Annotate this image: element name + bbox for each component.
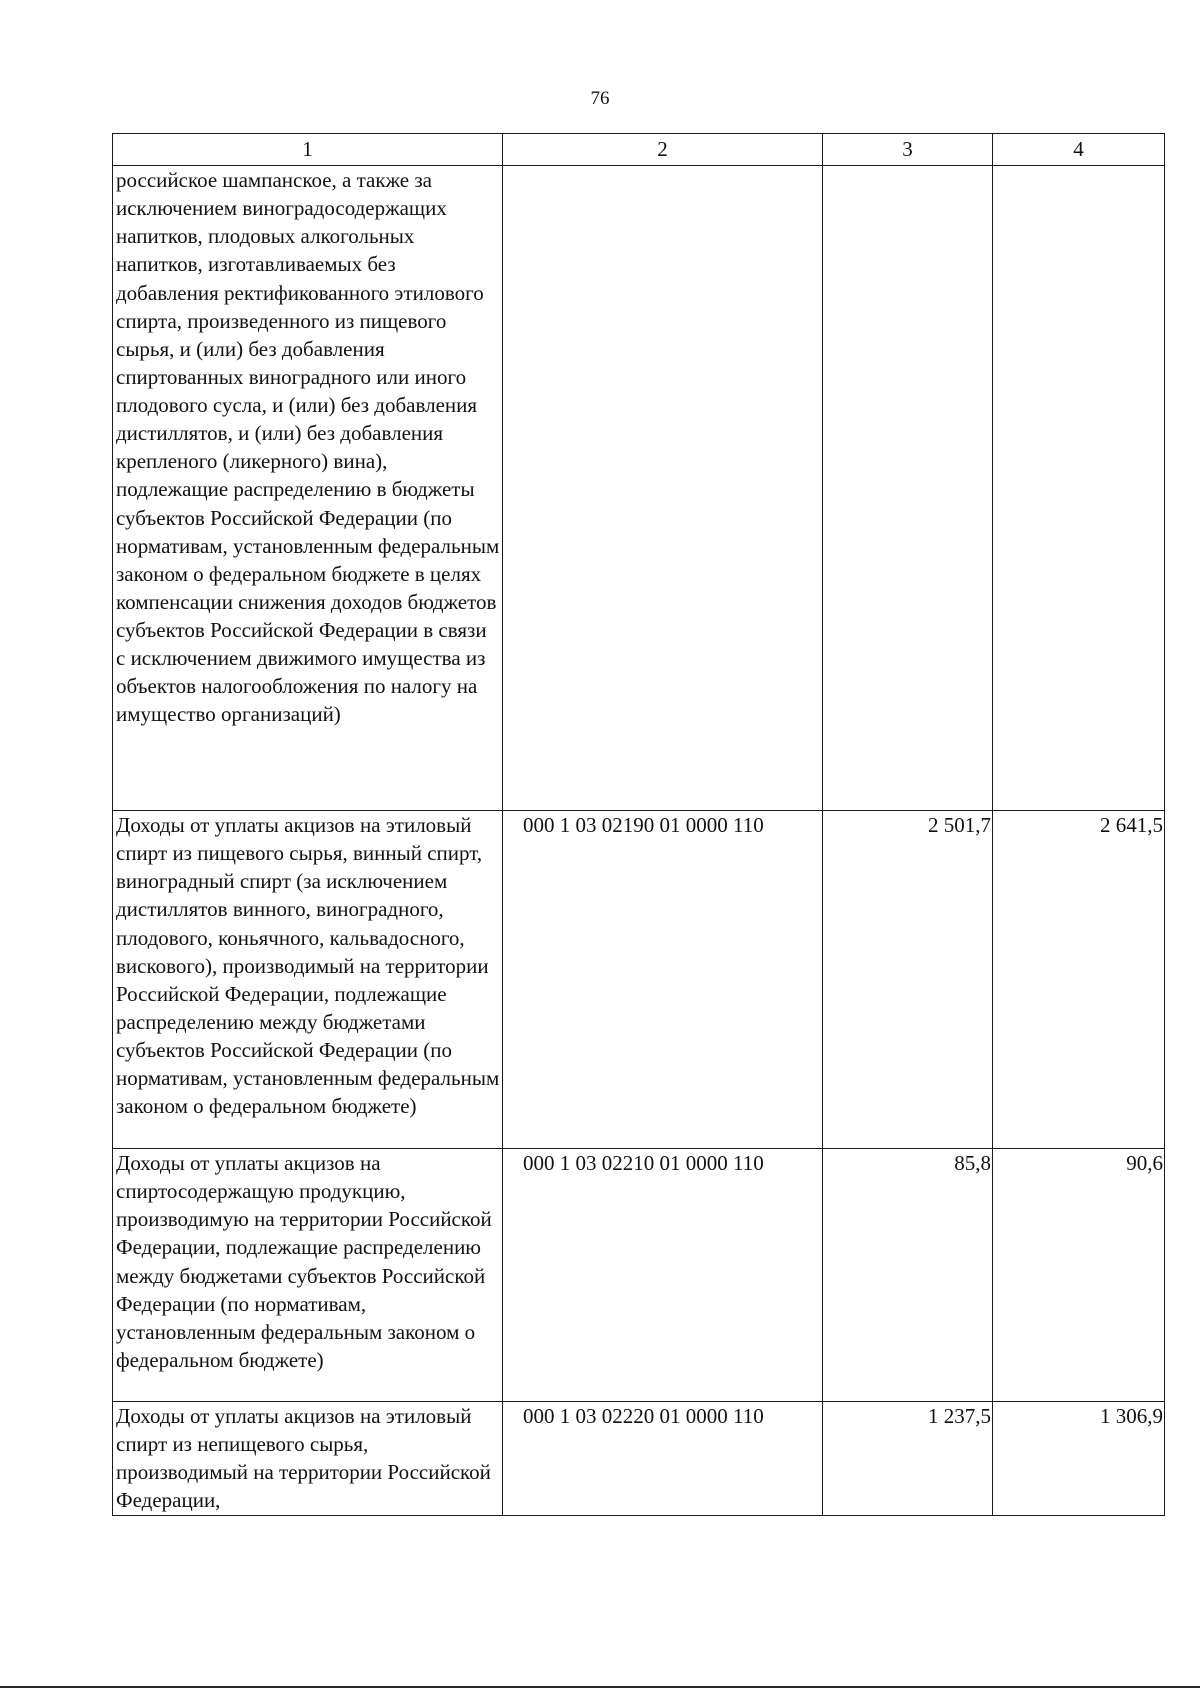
column-header-1: 1: [113, 134, 503, 166]
table-row: [113, 1402, 1165, 1516]
revenue-table: [112, 133, 1165, 1516]
row-value-col3: 1 237,5: [823, 1402, 993, 1516]
column-header-4: 4: [993, 134, 1165, 166]
table-header-row: [113, 134, 1165, 166]
footer-divider: [0, 1686, 1200, 1688]
row-description: Доходы от уплаты акцизов на спиртосодержащую продукцию, производимую на территории Российской Федерации, подлежащие распределению между бюджетами субъектов Российской Федерации (по нормативам, установленным федеральным законом о федеральном бюджете): [113, 1149, 503, 1402]
row-budget-code: 000 1 03 02210 01 0000 110: [503, 1149, 823, 1402]
row-value-col4: [993, 166, 1165, 811]
table-row: [113, 166, 1165, 811]
row-value-col4: 2 641,5: [993, 811, 1165, 1149]
row-value-col4: 90,6: [993, 1149, 1165, 1402]
column-header-3: 3: [823, 134, 993, 166]
row-description: Доходы от уплаты акцизов на этиловый спирт из пищевого сырья, винный спирт, виноградный спирт (за исключением дистиллятов винного, виноградного, плодового, коньячного, кальвадосного, вискового), производимый на территории Российской Федерации, подлежащие распределению между бюджетами субъектов Российской Федерации (по нормативам, установленным федеральным законом о федеральном бюджете): [113, 811, 503, 1149]
row-budget-code: 000 1 03 02190 01 0000 110: [503, 811, 823, 1149]
row-budget-code: 000 1 03 02220 01 0000 110: [503, 1402, 823, 1516]
table-row: [113, 1149, 1165, 1402]
row-description: Доходы от уплаты акцизов на этиловый спирт из непищевого сырья, производимый на территории Российской Федерации,: [113, 1402, 503, 1516]
row-value-col4: 1 306,9: [993, 1402, 1165, 1516]
page-number: 76: [590, 88, 610, 109]
row-description: российское шампанское, а также за исключением виноградосодержащих напитков, плодовых алкогольных напитков, изготавливаемых без добавления ректификованного этилового спирта, произведенного из пищевого сырья, и (или) без добавления спиртованных виноградного или иного плодового сусла, и (или) без добавления дистиллятов, и (или) без добавления крепленого (ликерного) вина), подлежащие распределению в бюджеты субъектов Российской Федерации (по нормативам, установленным федеральным законом о федеральном бюджете в целях компенсации снижения доходов бюджетов субъектов Российской Федерации в связи с исключением движимого имущества из объектов налогообложения по налогу на имущество организаций): [113, 166, 503, 811]
row-value-col3: 2 501,7: [823, 811, 993, 1149]
table-row: [113, 811, 1165, 1149]
column-header-2: 2: [503, 134, 823, 166]
row-value-col3: [823, 166, 993, 811]
row-budget-code: [503, 166, 823, 811]
row-value-col3: 85,8: [823, 1149, 993, 1402]
